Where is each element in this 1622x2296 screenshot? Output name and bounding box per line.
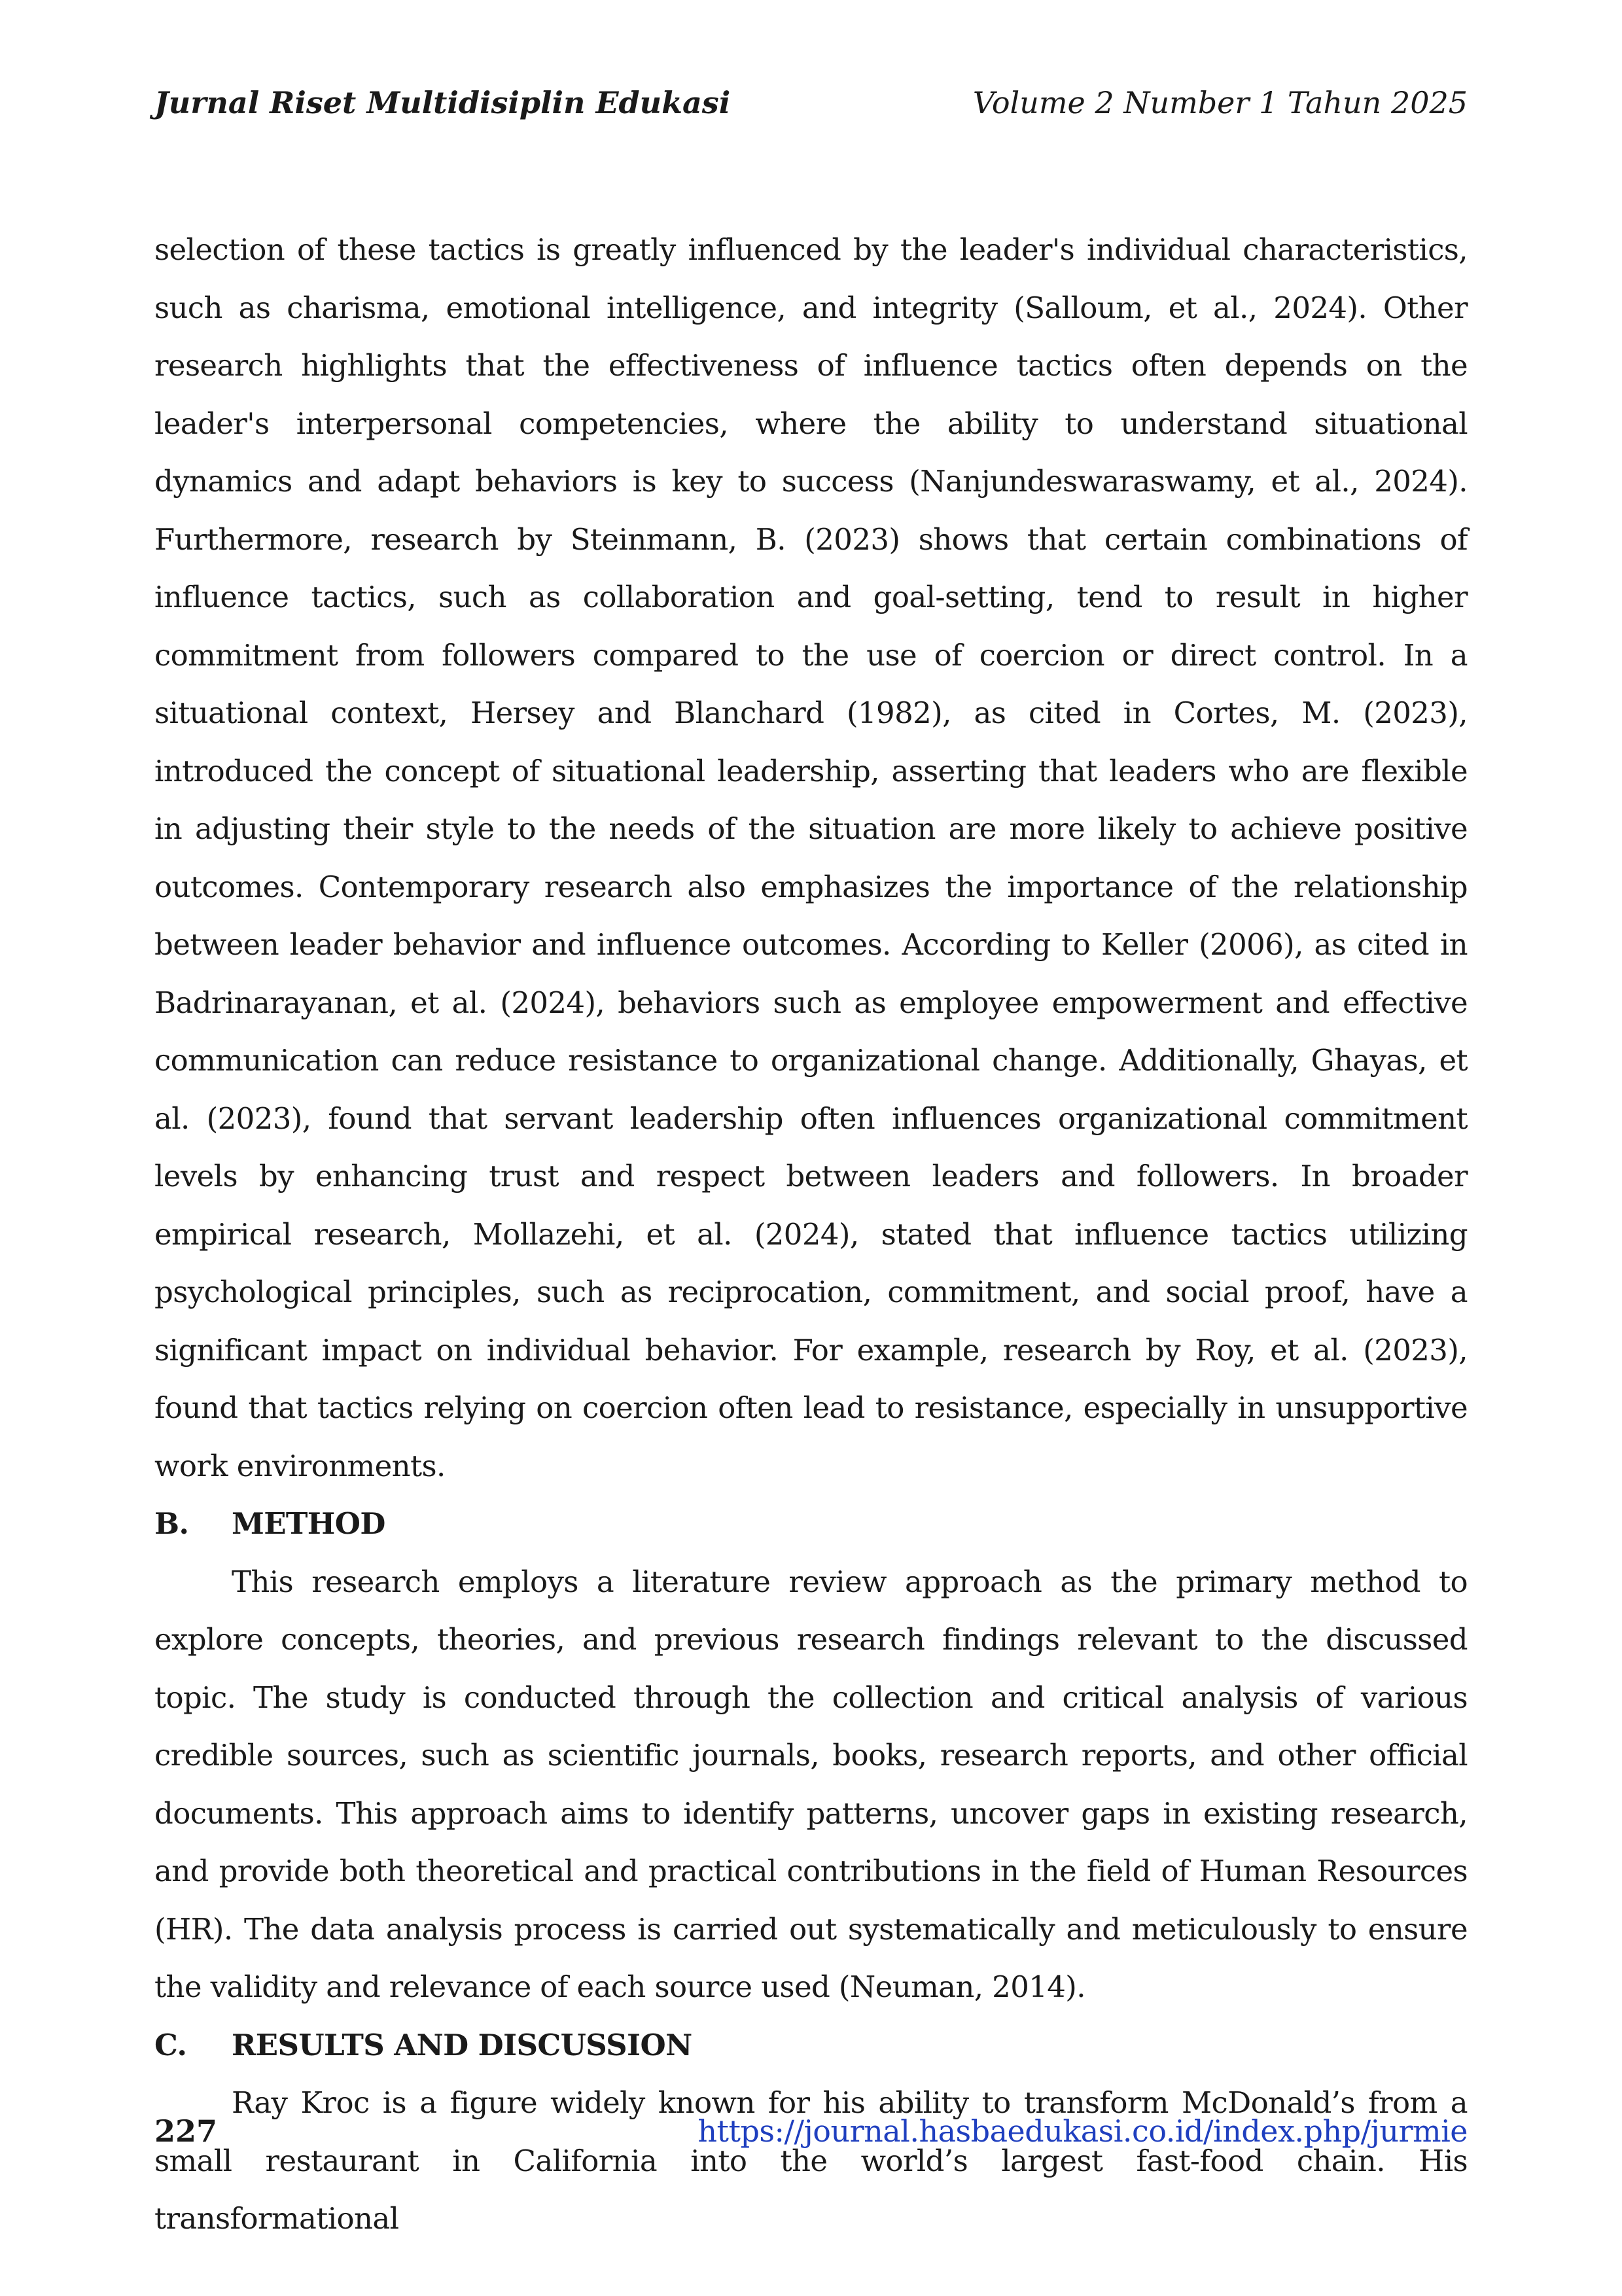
section-heading-method bbox=[154, 1495, 1468, 1553]
section-title: METHOD bbox=[232, 1506, 385, 1541]
article-body bbox=[154, 221, 1468, 2248]
volume-info: Volume 2 Number 1 Tahun 2025 bbox=[972, 85, 1468, 120]
page-number: 227 bbox=[154, 2113, 218, 2149]
method-paragraph: This research employs a literature review approach as the primary method to explore concepts, theories, and previous research findings relevant to the discussed topic. The study is conducted through the collection and critical analysis of various credible sources, such as scientific journals, books, research reports, and other official documents. This approach aims to identify patterns, uncover gaps in existing research, and provide both theoretical and practical contributions in the field of Human Resources (HR). The data analysis process is carried out systematically and meticulously to ensure the validity and relevance of each source used (Neuman, 2014). bbox=[154, 1564, 1468, 2004]
section-title: RESULTS AND DISCUSSION bbox=[232, 2027, 692, 2062]
journal-title: Jurnal Riset Multidisiplin Edukasi bbox=[154, 85, 731, 120]
results-paragraph: Ray Kroc is a figure widely known for his ability to transform McDonald’s from a small restaurant in California into the world’s largest fast-food chain. His transformational bbox=[154, 2085, 1468, 2236]
section-heading-results bbox=[154, 2017, 1468, 2075]
section-number: B. bbox=[154, 1506, 189, 1541]
page-header bbox=[154, 85, 1468, 131]
intro-paragraph: selection of these tactics is greatly influenced by the leader's individual characteristics, such as charisma, emotional intelligence, and integrity (Salloum, et al., 2024). Other research highlights that the effectiveness of influence tactics often depends on the leader's interpersonal competencies, where the ability to understand situational dynamics and adapt behaviors is key to success (Nanjundeswaraswamy, et al., 2024). Furthermore, research by Steinmann, B. (2023) shows that certain combinations of influence tactics, such as collaboration and goal-setting, tend to result in higher commitment from followers compared to the use of coercion or direct control. In a situational context, Hersey and Blanchard (1982), as cited in Cortes, M. (2023), introduced the concept of situational leadership, asserting that leaders who are flexible in adjusting their style to the needs of the situation are more likely to achieve positive outcomes. Contemporary research also emphasizes the importance of the relationship between leader behavior and influence outcomes. According to Keller (2006), as cited in Badrinarayanan, et al. (2024), behaviors such as employee empowerment and effective communication can reduce resistance to organizational change. Additionally, Ghayas, et al. (2023), found that servant leadership often influences organizational commitment levels by enhancing trust and respect between leaders and followers. In broader empirical research, Mollazehi, et al. (2024), stated that influence tactics utilizing psychological principles, such as reciprocation, commitment, and social proof, have a significant impact on individual behavior. For example, research by Roy, et al. (2023), found that tactics relying on coercion often lead to resistance, especially in unsupportive work environments. bbox=[154, 232, 1468, 1483]
journal-url-link[interactable]: https://journal.hasbaedukasi.co.id/index.php/jurmie bbox=[697, 2113, 1468, 2149]
section-number: C. bbox=[154, 2027, 187, 2062]
